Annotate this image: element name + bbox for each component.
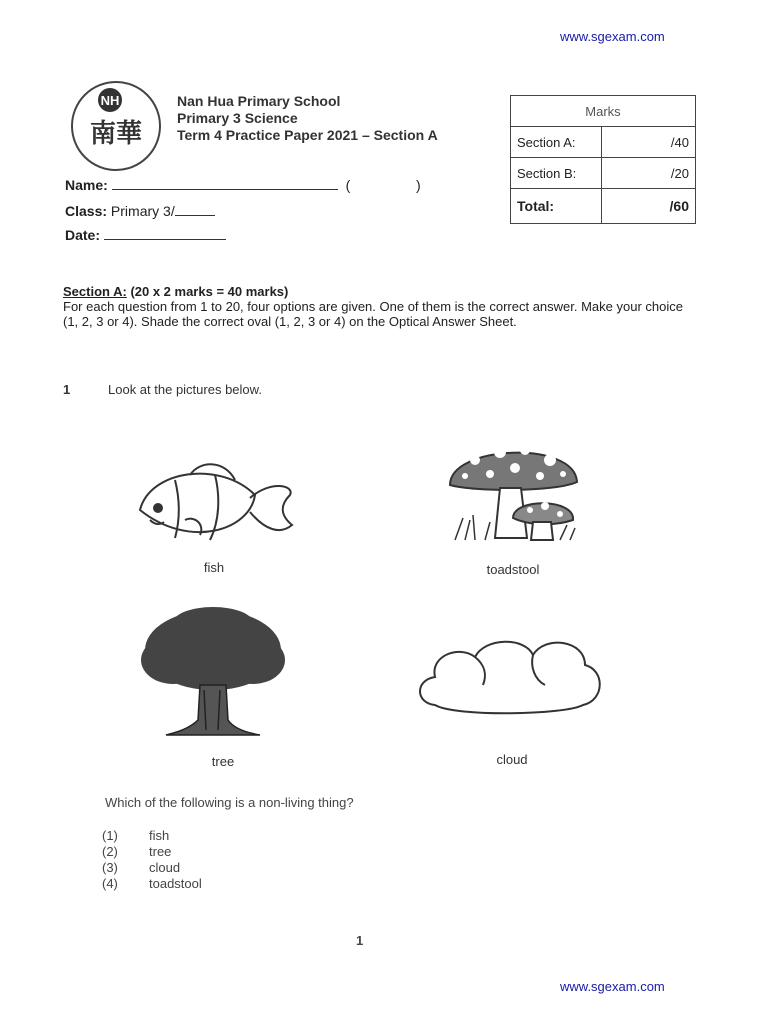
marks-label: Section B:: [511, 158, 602, 189]
marks-value: /20: [602, 158, 696, 189]
name-field: [65, 177, 421, 193]
question-number: 1: [63, 382, 71, 397]
option-1[interactable]: (1) fish: [102, 828, 170, 843]
option-3[interactable]: (3) cloud: [102, 860, 181, 875]
question-prompt: Which of the following is a non-living thing?: [105, 795, 354, 810]
fish-caption: fish: [203, 560, 225, 575]
toadstool-caption: toadstool: [486, 562, 540, 577]
date-field: [65, 227, 226, 243]
marks-table: [510, 95, 696, 224]
marks-row: [511, 158, 696, 189]
footer-link[interactable]: www.sgexam.com: [560, 979, 665, 994]
fish-icon: [130, 450, 300, 550]
name-label: Name:: [65, 177, 108, 193]
option-2[interactable]: (2) tree: [102, 844, 172, 859]
fish-picture: [130, 450, 300, 555]
header-link[interactable]: www.sgexam.com: [560, 29, 665, 44]
marks-label: Section A:: [511, 127, 602, 158]
marks-total-row: [511, 189, 696, 224]
class-field: [65, 203, 215, 219]
class-line[interactable]: [175, 203, 215, 216]
cloud-picture: [415, 625, 605, 730]
marks-value: /40: [602, 127, 696, 158]
register-number-open: (: [345, 177, 351, 193]
total-value: /60: [602, 189, 696, 224]
cloud-caption: cloud: [496, 752, 528, 767]
paper-subject: Primary 3 Science: [177, 110, 298, 126]
class-value: Primary 3/: [110, 203, 175, 219]
tree-caption: tree: [211, 754, 235, 769]
marks-title: Marks: [511, 96, 696, 127]
page-number: 1: [356, 933, 364, 948]
section-heading: Section A:: [63, 284, 127, 299]
section-marks-note: (20 x 2 marks = 40 marks): [130, 284, 289, 299]
tree-icon: [138, 605, 288, 740]
marks-row: [511, 127, 696, 158]
class-label: Class:: [65, 203, 108, 219]
question-stem: Look at the pictures below.: [108, 382, 262, 397]
register-number-close: ): [416, 177, 421, 193]
toadstool-picture: [445, 430, 585, 550]
logo-initials: NH: [100, 93, 120, 108]
logo-chinese: 南華: [89, 119, 143, 149]
section-instructions: [63, 284, 683, 329]
answer-options: [102, 828, 202, 892]
school-name: Nan Hua Primary School: [177, 93, 341, 109]
toadstool-icon: [445, 430, 585, 545]
option-4[interactable]: (4) toadstool: [102, 876, 202, 891]
cloud-icon: [415, 625, 605, 725]
section-instructions-text: For each question from 1 to 20, four options are given. One of them is the correct answer. Make your choice (1, 2, 3 or 4). Shade the correct oval (1, 2, 3 or 4) on the Optical Answer Sheet.: [63, 299, 683, 329]
paper-title: Term 4 Practice Paper 2021 – Section A: [177, 127, 438, 143]
name-line[interactable]: [112, 177, 338, 190]
date-line[interactable]: [104, 227, 226, 240]
total-label: Total:: [511, 189, 602, 224]
date-label: Date:: [65, 227, 101, 243]
tree-picture: [138, 605, 288, 745]
school-info: [177, 93, 438, 144]
school-logo: [70, 80, 162, 172]
